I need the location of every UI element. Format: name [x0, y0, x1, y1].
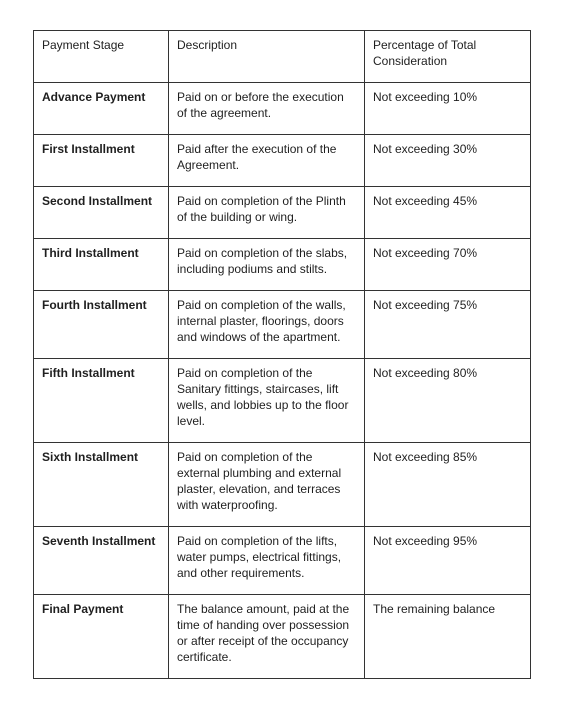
stage-cell: Third Installment — [34, 239, 169, 291]
description-cell: Paid on completion of the walls, internal plaster, floorings, doors and windows of the apartment. — [169, 291, 365, 359]
header-payment-stage: Payment Stage — [34, 31, 169, 83]
description-cell: Paid after the execution of the Agreement. — [169, 135, 365, 187]
stage-cell: Second Installment — [34, 187, 169, 239]
percentage-cell: Not exceeding 30% — [365, 135, 531, 187]
description-cell: Paid on completion of the slabs, including podiums and stilts. — [169, 239, 365, 291]
table-row — [34, 527, 531, 595]
description-cell: Paid on completion of the Plinth of the building or wing. — [169, 187, 365, 239]
table-row — [34, 291, 531, 359]
description-cell: The balance amount, paid at the time of handing over possession or after receipt of the occupancy certificate. — [169, 595, 365, 679]
percentage-cell: The remaining balance — [365, 595, 531, 679]
stage-cell: Fifth Installment — [34, 359, 169, 443]
header-description: Description — [169, 31, 365, 83]
table-row — [34, 239, 531, 291]
stage-cell: First Installment — [34, 135, 169, 187]
table-row — [34, 443, 531, 527]
payment-schedule-table — [33, 30, 531, 679]
percentage-cell: Not exceeding 70% — [365, 239, 531, 291]
description-cell: Paid on completion of the external plumbing and external plaster, elevation, and terraces with waterproofing. — [169, 443, 365, 527]
description-cell: Paid on completion of the lifts, water pumps, electrical fittings, and other requirements. — [169, 527, 365, 595]
table-row — [34, 187, 531, 239]
percentage-cell: Not exceeding 95% — [365, 527, 531, 595]
description-cell: Paid on completion of the Sanitary fittings, staircases, lift wells, and lobbies up to the floor level. — [169, 359, 365, 443]
stage-cell: Fourth Installment — [34, 291, 169, 359]
description-cell: Paid on or before the execution of the agreement. — [169, 83, 365, 135]
table-row — [34, 359, 531, 443]
stage-cell: Final Payment — [34, 595, 169, 679]
header-percentage: Percentage of Total Consideration — [365, 31, 531, 83]
table-row — [34, 83, 531, 135]
percentage-cell: Not exceeding 45% — [365, 187, 531, 239]
stage-cell: Seventh Installment — [34, 527, 169, 595]
percentage-cell: Not exceeding 75% — [365, 291, 531, 359]
percentage-cell: Not exceeding 85% — [365, 443, 531, 527]
stage-cell: Sixth Installment — [34, 443, 169, 527]
table-row — [34, 595, 531, 679]
table-header-row — [34, 31, 531, 83]
stage-cell: Advance Payment — [34, 83, 169, 135]
percentage-cell: Not exceeding 10% — [365, 83, 531, 135]
table-row — [34, 135, 531, 187]
percentage-cell: Not exceeding 80% — [365, 359, 531, 443]
